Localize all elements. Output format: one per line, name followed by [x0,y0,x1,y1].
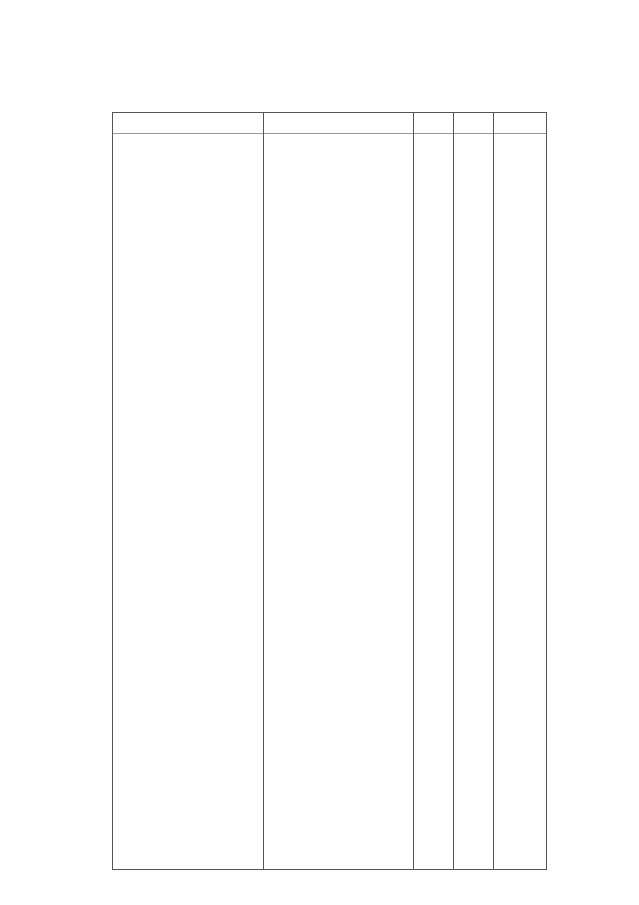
column-divider [263,113,264,869]
column-divider [493,113,494,869]
header-divider [113,133,546,134]
column-divider [413,113,414,869]
data-table [112,112,547,870]
column-divider [453,113,454,869]
